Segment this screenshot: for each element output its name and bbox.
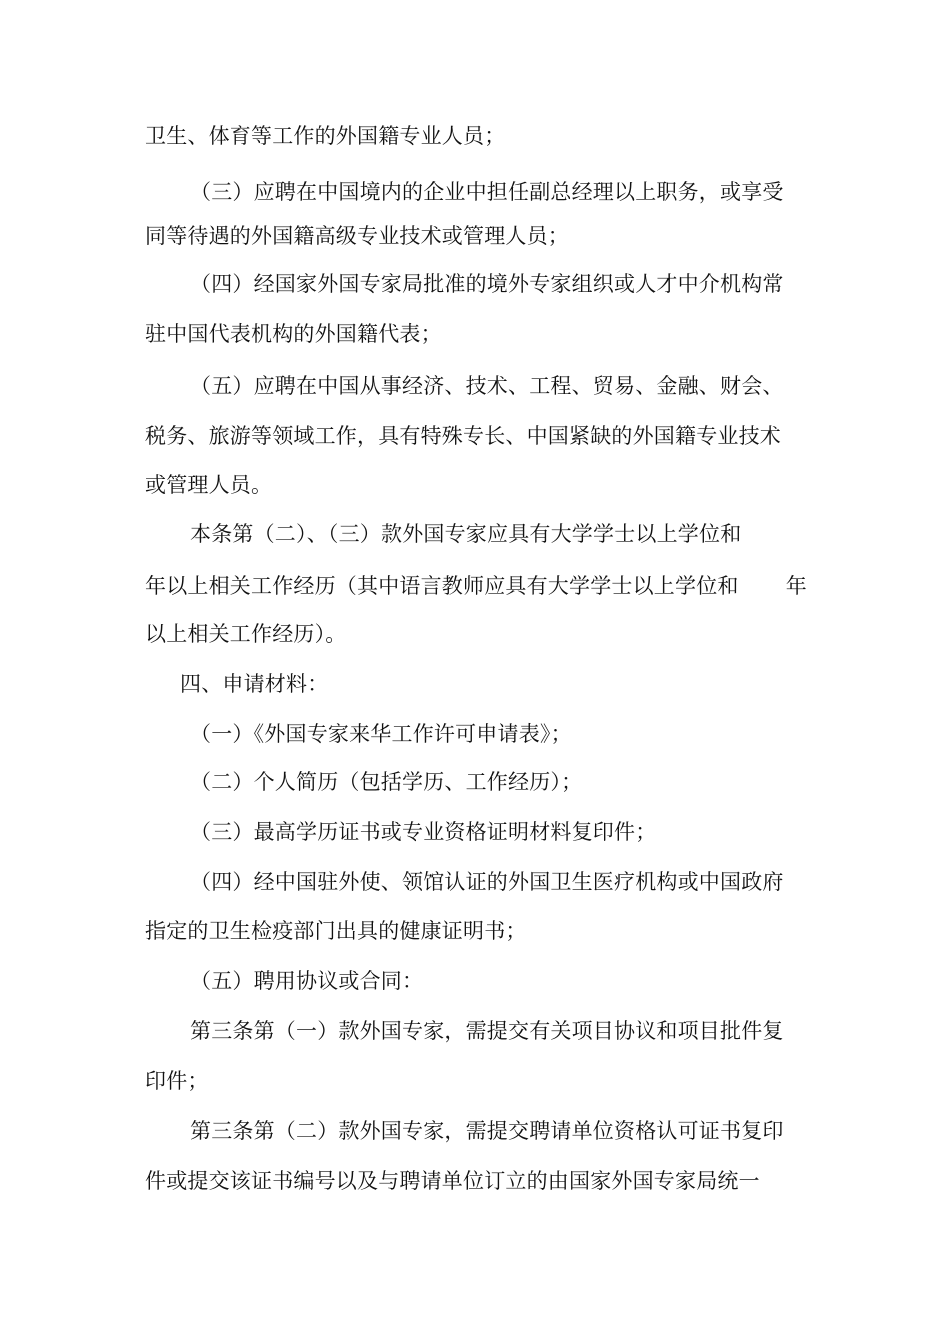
paragraph-line: （三）最高学历证书或专业资格证明材料复印件；: [190, 820, 657, 844]
paragraph-line: 指定的卫生检疫部门出具的健康证明书；: [145, 919, 527, 943]
paragraph-line: 本条第（二）、（三）款外国专家应具有大学学士以上学位和: [190, 522, 742, 546]
paragraph-line: （二）个人简历（包括学历、工作经历）；: [190, 770, 583, 794]
paragraph-line: 第三条第（一）款外国专家，需提交有关项目协议和项目批件复: [190, 1019, 784, 1043]
paragraph-line: 驻中国代表机构的外国籍代表；: [145, 322, 442, 346]
paragraph-line-text: 年: [785, 574, 807, 598]
paragraph-line: （五）聘用协议或合同：: [190, 969, 424, 993]
paragraph-line: （三）应聘在中国境内的企业中担任副总经理以上职务，或享受: [190, 180, 784, 204]
paragraph-line: （一）《外国专家来华工作许可申请表》；: [190, 722, 572, 746]
paragraph-line-text: 年以上相关工作经历（其中语言教师应具有大学学士以上学位和: [145, 574, 739, 598]
section-heading: 四、申请材料：: [180, 672, 329, 696]
paragraph-line: 卫生、体育等工作的外国籍专业人员；: [145, 124, 506, 148]
paragraph-line: （四）经中国驻外使、领馆认证的外国卫生医疗机构或中国政府: [190, 870, 784, 894]
paragraph-line: （五）应聘在中国从事经济、技术、工程、贸易、金融、财会、: [190, 374, 784, 398]
paragraph-line: 印件；: [145, 1069, 209, 1093]
paragraph-line: 以上相关工作经历）。: [145, 622, 347, 646]
paragraph-line: （四）经国家外国专家局批准的境外专家组织或人才中介机构常: [190, 272, 784, 296]
paragraph-line: 税务、旅游等领域工作，具有特殊专长、中国紧缺的外国籍专业技术: [145, 424, 781, 448]
paragraph-line: 第三条第（二）款外国专家，需提交聘请单位资格认可证书复印: [190, 1119, 784, 1143]
paragraph-line: 或管理人员。: [145, 473, 273, 497]
paragraph-line: 件或提交该证书编号以及与聘请单位订立的由国家外国专家局统一: [145, 1169, 760, 1193]
paragraph-line: [145, 572, 807, 600]
paragraph-line: 同等待遇的外国籍高级专业技术或管理人员；: [145, 224, 569, 248]
